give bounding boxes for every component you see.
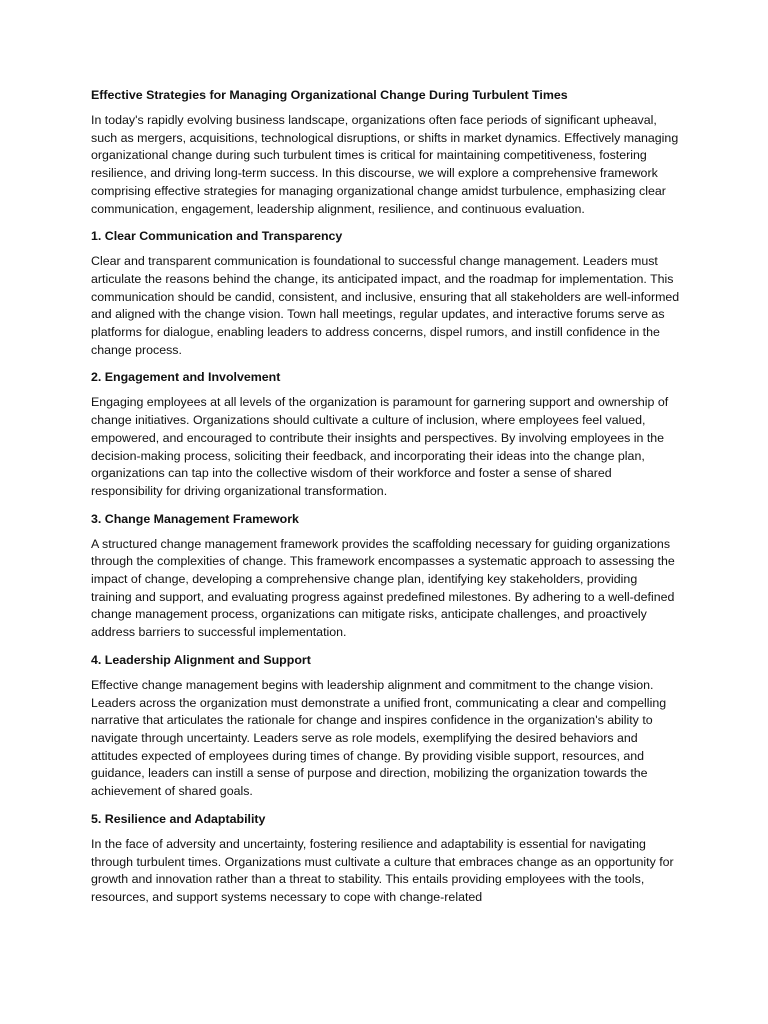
section-body-framework: A structured change management framework provides the scaffolding necessary for guiding organizations through the complexities of change. This framework encompasses a systematic approach to assessing the impact of change, developing a comprehensive change plan, identifying key stakeholders, providing training and support, and evaluating progress against predefined milestones. By adhering to a well-defined change management process, organizations can mitigate risks, anticipate challenges, and proactively address barriers to successful implementation. (91, 536, 675, 640)
section-heading-communication: 1. Clear Communication and Transparency (91, 229, 343, 244)
section-heading-resilience: 5. Resilience and Adaptability (91, 811, 266, 826)
document-page (91, 86, 681, 916)
section-body-resilience: In the face of adversity and uncertainty, fostering resilience and adaptability is essential for navigating through turbulent times. Organizations must cultivate a culture that embraces change as an opportunity for growth and innovation rather than a threat to stability. This entails providing employees with the tools, resources, and support systems necessary to cope with change-related (91, 836, 674, 904)
intro-paragraph: In today's rapidly evolving business landscape, organizations often face periods of significant upheaval, such as mergers, acquisitions, technological disruptions, or shifts in market dynamics. Effectively managing organizational change during such turbulent times is critical for maintaining competitiveness, fostering resilience, and driving long-term success. In this discourse, we will explore a comprehensive framework comprising effective strategies for managing organizational change amidst turbulence, emphasizing clear communication, engagement, leadership alignment, resilience, and continuous evaluation. (91, 113, 679, 216)
section-body-engagement: Engaging employees at all levels of the organization is paramount for garnering support and ownership of change initiatives. Organizations should cultivate a culture of inclusion, where employees feel valued, empowered, and encouraged to contribute their insights and perspectives. By involving employees in the decision-making process, soliciting their feedback, and incorporating their ideas into the change plan, organizations can tap into the collective wisdom of their workforce and foster a sense of shared responsibility for driving organizational transformation. (91, 395, 669, 498)
section-heading-leadership: 4. Leadership Alignment and Support (91, 652, 311, 667)
section-heading-framework: 3. Change Management Framework (91, 511, 299, 526)
document-title: Effective Strategies for Managing Organizational Change During Turbulent Times (91, 88, 568, 102)
section-body-leadership: Effective change management begins with leadership alignment and commitment to the change vision. Leaders across the organization must demonstrate a unified front, communicating a clear and compelling narrative that articulates the rationale for change and inspires confidence in the organization's ability to navigate through uncertainty. Leaders serve as role models, exemplifying the desired behaviors and attitudes expected of employees during times of change. By providing visible support, resources, and guidance, leaders can instill a sense of purpose and direction, mobilizing the organization towards the achievement of shared goals. (91, 677, 667, 799)
section-heading-engagement: 2. Engagement and Involvement (91, 370, 281, 385)
section-body-communication: Clear and transparent communication is foundational to successful change management. Leaders must articulate the reasons behind the change, its anticipated impact, and the roadmap for implementation. This communication should be candid, consistent, and inclusive, ensuring that all stakeholders are well-informed and aligned with the change vision. Town hall meetings, regular updates, and interactive forums serve as platforms for dialogue, enabling leaders to address concerns, dispel rumors, and instill confidence in the change process. (91, 254, 680, 357)
